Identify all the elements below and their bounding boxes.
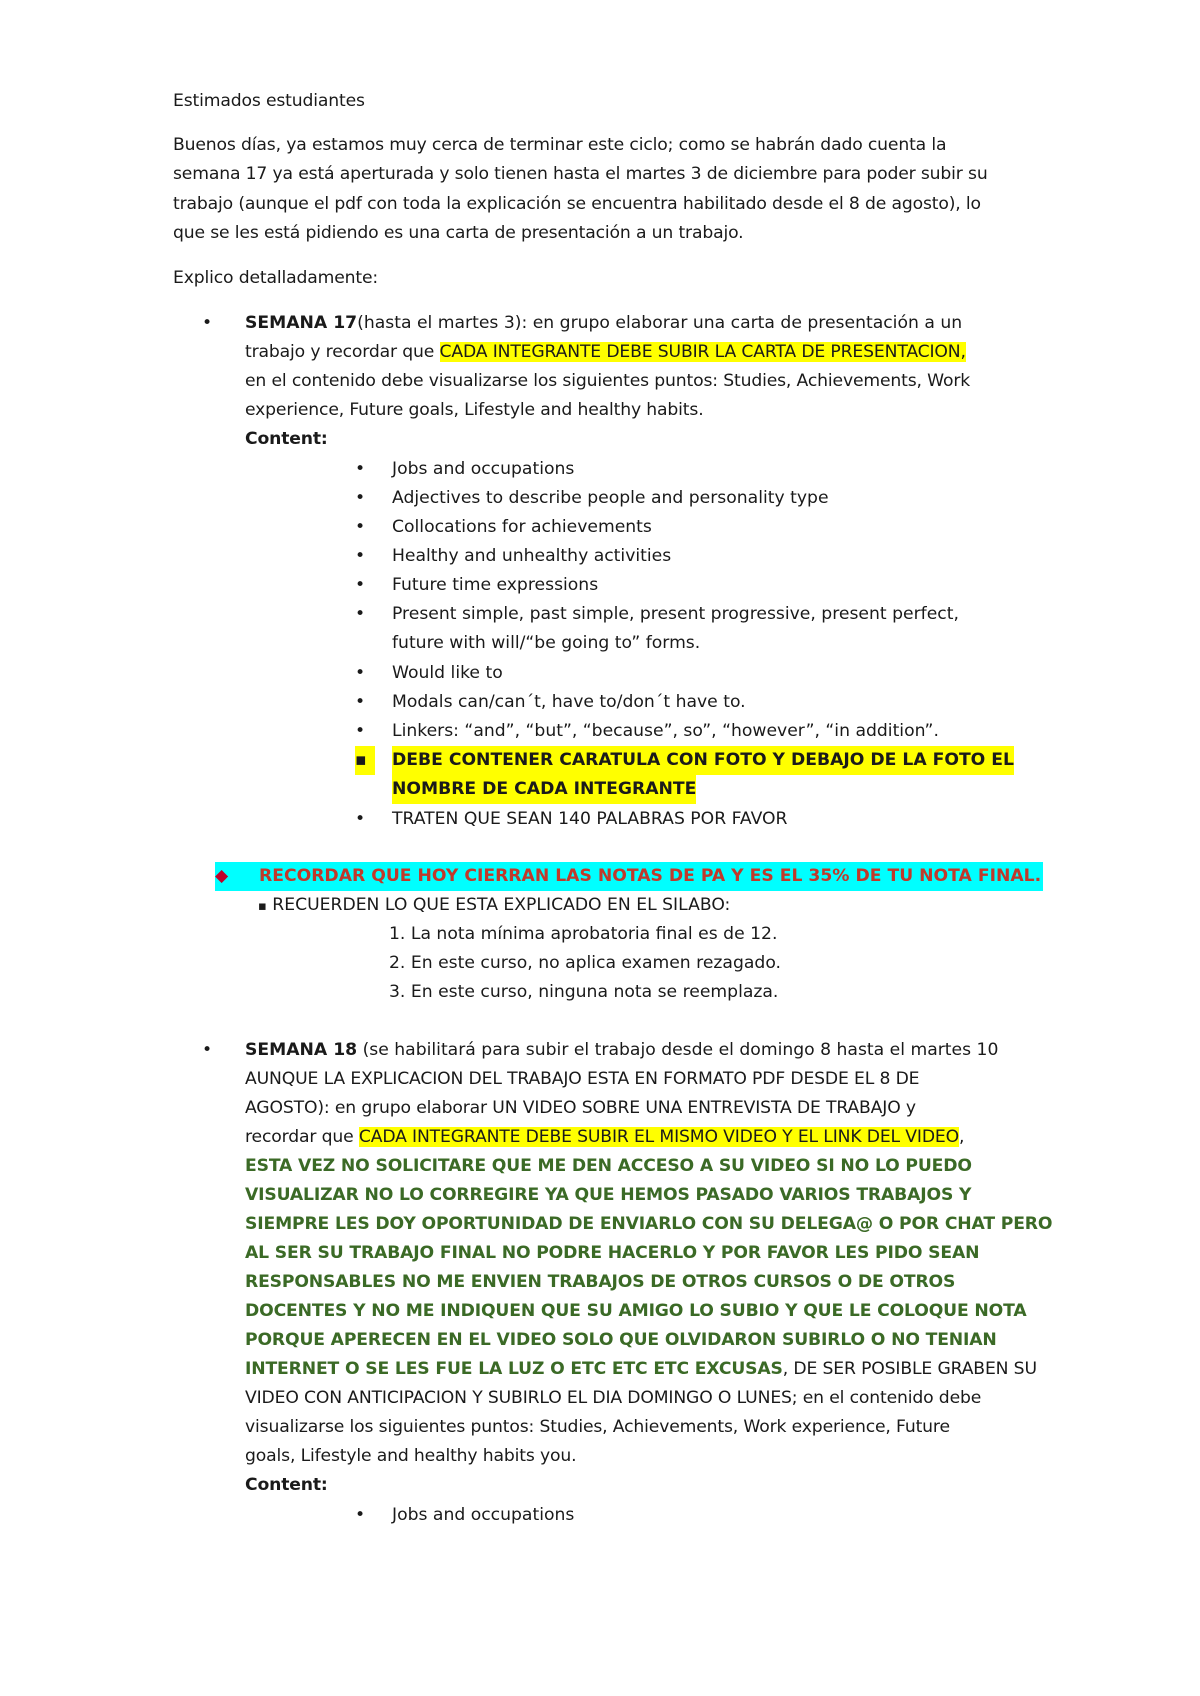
explain-text: Explico detalladamente: bbox=[173, 268, 379, 288]
greeting-text: Estimados estudiantes bbox=[173, 91, 365, 111]
semana18-goals-line: goals, Lifestyle and healthy habits you. bbox=[245, 1446, 577, 1466]
green-warning-line: DOCENTES Y NO ME INDIQUEN QUE SU AMIGO LO SUBIO Y QUE LE COLOQUE NOTA bbox=[245, 1301, 1027, 1321]
silabo-item bbox=[258, 891, 730, 921]
green-warning-last-line bbox=[245, 1355, 1037, 1384]
semana18-line4-post: , bbox=[959, 1127, 965, 1147]
semana18-line4-pre: recordar que bbox=[245, 1127, 359, 1147]
green-warning-line: RESPONSABLES NO ME ENVIEN TRABAJOS DE OTROS CURSOS O DE OTROS bbox=[245, 1272, 956, 1292]
list-item-text: Future time expressions bbox=[392, 575, 599, 595]
semana18-line1-rest: (se habilitará para subir el trabajo desde el domingo 8 hasta el martes 10 bbox=[357, 1040, 999, 1060]
bullet-icon: • bbox=[355, 604, 366, 624]
semana17-line1-rest: (hasta el martes 3): en grupo elaborar una carta de presentación a un bbox=[357, 313, 963, 333]
semana18-video-line: VIDEO CON ANTICIPACION Y SUBIRLO EL DIA DOMINGO O LUNES; en el contenido debe bbox=[245, 1388, 982, 1408]
bullet-icon: • bbox=[355, 517, 366, 537]
list-item-text: Linkers: “and”, “but”, “because”, so”, “however”, “in addition”. bbox=[392, 721, 939, 741]
list-item-text: Jobs and occupations bbox=[392, 1505, 575, 1525]
list-item-text: future with will/“be going to” forms. bbox=[392, 633, 701, 653]
reminder-highlight bbox=[215, 862, 1043, 891]
semana18-visual-line: visualizarse los siguientes puntos: Studies, Achievements, Work experience, Future bbox=[245, 1417, 950, 1437]
semana17-line-4: experience, Future goals, Lifestyle and healthy habits. bbox=[245, 400, 704, 420]
after-green-text: , DE SER POSIBLE GRABEN SU bbox=[782, 1359, 1037, 1379]
intro-line-3: trabajo (aunque el pdf con toda la explicación se encuentra habilitado desde el 8 de agosto), lo bbox=[173, 193, 981, 214]
bullet-icon: • bbox=[355, 721, 366, 741]
rule-item: 1. La nota mínima aprobatoria final es de 12. bbox=[389, 924, 778, 944]
semana18-line-2: AUNQUE LA EXPLICACION DEL TRABAJO ESTA EN FORMATO PDF DESDE EL 8 DE bbox=[245, 1069, 920, 1089]
green-warning-line: AL SER SU TRABAJO FINAL NO PODRE HACERLO Y POR FAVOR LES PIDO SEAN bbox=[245, 1243, 980, 1263]
list-item-text: Present simple, past simple, present progressive, present perfect, bbox=[392, 604, 959, 624]
caratula-line-2: NOMBRE DE CADA INTEGRANTE bbox=[392, 775, 696, 804]
reminder-item bbox=[215, 862, 1043, 891]
semana17-line-3: en el contenido debe visualizarse los siguientes puntos: Studies, Achievements, Work bbox=[245, 371, 971, 391]
list-item-text: Collocations for achievements bbox=[392, 517, 652, 537]
semana18-line-1 bbox=[245, 1036, 998, 1065]
semana18-line-3: AGOSTO): en grupo elaborar UN VIDEO SOBRE UNA ENTREVISTA DE TRABAJO y bbox=[245, 1098, 916, 1118]
list-item-text: Would like to bbox=[392, 663, 503, 683]
words-requirement: TRATEN QUE SEAN 140 PALABRAS POR FAVOR bbox=[392, 809, 788, 829]
explain-heading bbox=[173, 264, 1043, 293]
semana18-line-4 bbox=[245, 1123, 964, 1152]
reminder-text: RECORDAR QUE HOY CIERRAN LAS NOTAS DE PA Y ES EL 35% DE TU NOTA FINAL. bbox=[259, 866, 1042, 886]
bullet-icon: • bbox=[355, 546, 366, 566]
rule-item: 3. En este curso, ninguna nota se reemplaza. bbox=[389, 982, 779, 1002]
intro-line-2: semana 17 ya está aperturada y solo tienen hasta el martes 3 de diciembre para poder subir su bbox=[173, 164, 988, 185]
diamond-icon: ◆ bbox=[215, 866, 229, 886]
bullet-icon: • bbox=[355, 663, 366, 683]
square-bullet-icon: ▪ bbox=[355, 746, 375, 775]
semana18-content-label: Content: bbox=[245, 1475, 328, 1495]
caratula-line-1: DEBE CONTENER CARATULA CON FOTO Y DEBAJO DE LA FOTO EL bbox=[392, 746, 1014, 775]
rule-item: 2. En este curso, no aplica examen rezagado. bbox=[389, 953, 781, 973]
intro-paragraph bbox=[173, 131, 1043, 249]
bullet-icon: • bbox=[355, 692, 366, 712]
semana17-title: SEMANA 17 bbox=[245, 313, 358, 333]
list-item-text: Adjectives to describe people and personality type bbox=[392, 488, 829, 508]
semana17-line2-pre: trabajo y recordar que bbox=[245, 342, 440, 362]
greeting bbox=[173, 87, 1043, 116]
semana17-line-1 bbox=[245, 309, 962, 338]
semana17-highlight: CADA INTEGRANTE DEBE SUBIR LA CARTA DE PRESENTACION, bbox=[439, 342, 966, 362]
intro-line-1: Buenos días, ya estamos muy cerca de terminar este ciclo; como se habrán dado cuenta la bbox=[173, 135, 947, 155]
semana17-content-label: Content: bbox=[245, 429, 328, 449]
list-item-text: Healthy and unhealthy activities bbox=[392, 546, 672, 566]
semana18-highlight: CADA INTEGRANTE DEBE SUBIR EL MISMO VIDEO Y EL LINK DEL VIDEO bbox=[358, 1127, 959, 1147]
intro-line-4: que se les está pidiendo es una carta de presentación a un trabajo. bbox=[173, 223, 744, 244]
green-warning-line: SIEMPRE LES DOY OPORTUNIDAD DE ENVIARLO CON SU DELEGA@ O POR CHAT PERO bbox=[245, 1214, 1053, 1234]
bullet-icon: • bbox=[355, 575, 366, 595]
green-warning-end: INTERNET O SE LES FUE LA LUZ O ETC ETC ETC EXCUSAS bbox=[245, 1359, 783, 1379]
bullet-icon: • bbox=[355, 809, 366, 829]
green-warning-line: VISUALIZAR NO LO CORREGIRE YA QUE HEMOS PASADO VARIOS TRABAJOS Y bbox=[245, 1185, 972, 1205]
semana18-title: SEMANA 18 bbox=[245, 1040, 358, 1060]
semana17-line-2 bbox=[245, 338, 966, 367]
silabo-text: RECUERDEN LO QUE ESTA EXPLICADO EN EL SILABO: bbox=[272, 895, 731, 915]
bullet-icon: • bbox=[202, 1040, 213, 1060]
list-item-text: Jobs and occupations bbox=[392, 459, 575, 479]
bullet-icon: • bbox=[355, 488, 366, 508]
green-warning-line: PORQUE APERECEN EN EL VIDEO SOLO QUE OLVIDARON SUBIRLO O NO TENIAN bbox=[245, 1330, 997, 1350]
square-bullet-icon: ▪ bbox=[258, 899, 267, 914]
list-item-text: Modals can/can´t, have to/don´t have to. bbox=[392, 692, 746, 712]
bullet-icon: • bbox=[355, 1505, 366, 1525]
bullet-icon: • bbox=[355, 459, 366, 479]
bullet-icon: • bbox=[202, 313, 213, 333]
green-warning-line: ESTA VEZ NO SOLICITARE QUE ME DEN ACCESO A SU VIDEO SI NO LO PUEDO bbox=[245, 1156, 972, 1176]
